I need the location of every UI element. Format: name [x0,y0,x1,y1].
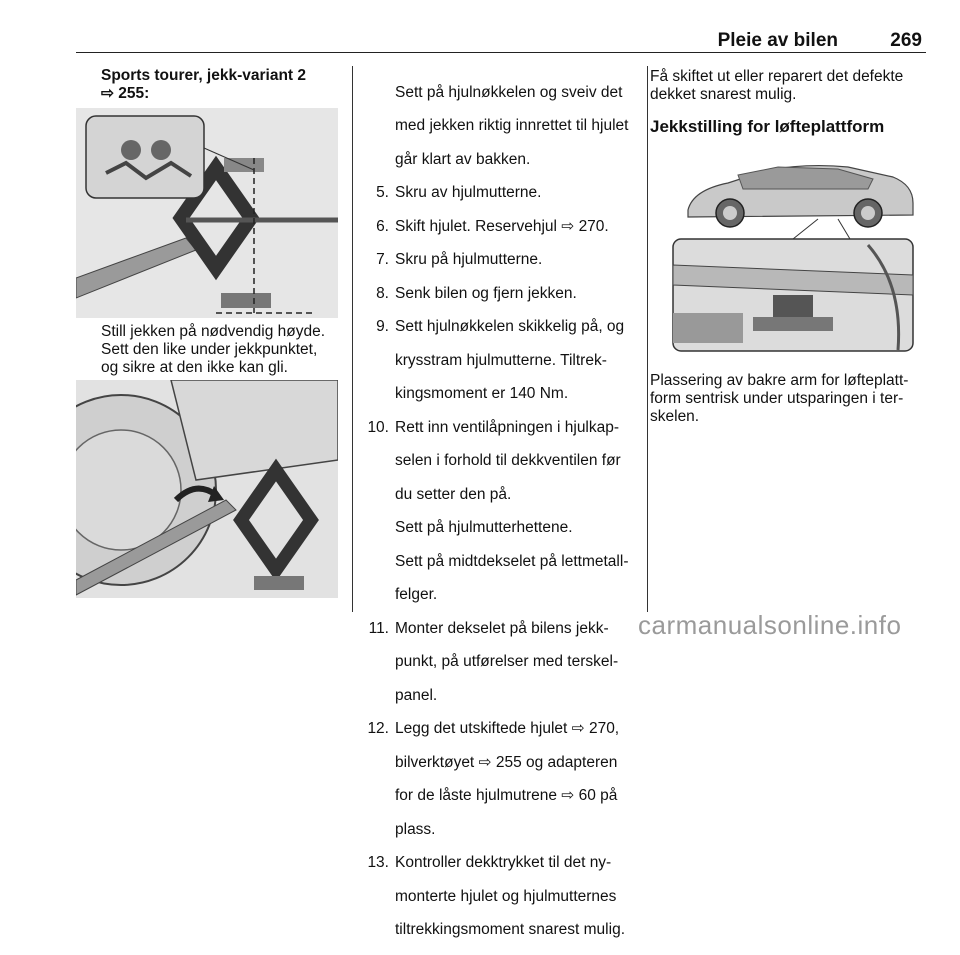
item-number: 13. [367,854,389,871]
text-line: bilverktøyet ⇨ 255 og adapteren [395,753,618,771]
caption-line: form sentrisk under utsparingen i ter- [650,390,904,407]
text-line: Sett på midtdekselet på lettmetall- [395,552,629,570]
list-item [355,620,637,705]
text-line: Legg det utskiftede hjulet ⇨ 270, [395,720,620,737]
page-number: 269 [890,30,922,51]
item-number: 11. [368,619,389,637]
text-line: med jekken riktig innrettet til hjulet [395,117,629,134]
text-line: punkt, på utførelser med terskel- [395,653,619,670]
lift-platform-illustration [668,145,926,355]
text-line: Rett inn ventilåpningen i hjulkap- [395,418,620,436]
section-heading: Jekkstilling for løfteplattform [650,117,885,136]
item-number: 6. [376,217,389,235]
heading-line: Sports tourer, jekk-variant 2 [101,67,307,84]
text-line: selen i forhold til dekkventilen før [395,452,621,469]
text-line: dekket snarest mulig. [650,86,797,103]
text-line: plass. [395,820,436,838]
intro-paragraph [355,84,637,169]
list-item [355,318,637,403]
text-line: Sett på hjulnøkkelen og sveiv det [395,83,623,101]
list-item [355,184,637,202]
text-line: panel. [395,686,438,704]
list-item [355,854,637,939]
list-item [355,218,637,236]
jack-illustration-1 [76,108,338,318]
text-line: Senk bilen og fjern jekken. [395,284,577,302]
column-divider-2 [647,66,648,612]
caption-line: skelen. [650,408,700,425]
lift-caption [650,372,940,426]
text-line: Monter dekselet på bilens jekk- [395,619,609,637]
text-line: felger. [395,586,438,603]
text-line: kingsmoment er 140 Nm. [395,385,569,402]
heading-ref: ⇨ 255: [101,85,150,102]
caption-line: Still jekken på nødvendig høyde. [101,323,326,340]
text-line: krysstram hjulmutterne. Tiltrek- [395,351,607,369]
jack-caption [101,323,351,377]
section-heading [101,67,351,103]
text-line: går klart av bakken. [395,150,531,168]
list-item [355,251,637,269]
text-line: Få skiftet ut eller reparert det defekte [650,68,904,85]
procedure-list [355,68,637,955]
text-line: Sett hjulnøkkelen skikkelig på, og [395,318,625,335]
item-number: 8. [376,284,389,302]
item-number: 9. [376,318,389,335]
page-header [76,30,926,53]
item-number: 5. [376,184,389,201]
text-line: Skru av hjulmutterne. [395,184,542,201]
list-item [355,419,637,504]
column-divider-1 [352,66,353,612]
item-number: 12. [367,720,389,737]
list-item [355,285,637,303]
text-line: Kontroller dekktrykket til det ny- [395,854,612,871]
list-item [355,720,637,839]
item-number: 10. [367,418,389,436]
jack-illustration-2 [76,380,338,598]
text-line: for de låste hjulmutrene ⇨ 60 på [395,787,618,804]
sub-paragraph [355,519,637,537]
text-line: Skru på hjulmutterne. [395,251,543,268]
text-line: Skift hjulet. Reservehjul ⇨ 270. [395,217,609,235]
text-line: du setter den på. [395,485,512,503]
text-line: tiltrekkingsmoment snarest mulig. [395,921,625,938]
text-line: monterte hjulet og hjulmutternes [395,887,617,905]
caption-line: Sett den like under jekkpunktet, [101,341,318,358]
item-number: 7. [376,251,389,268]
text-line: Sett på hjulmutterhettene. [395,519,573,536]
sub-paragraph [355,553,637,605]
watermark[interactable]: carmanualsonline.info [638,610,902,640]
caption-line: og sikre at den ikke kan gli. [101,359,288,376]
page-title: Pleie av bilen [717,30,838,51]
intro-paragraph [650,68,940,104]
caption-line: Plassering av bakre arm for løfteplatt- [650,372,909,389]
